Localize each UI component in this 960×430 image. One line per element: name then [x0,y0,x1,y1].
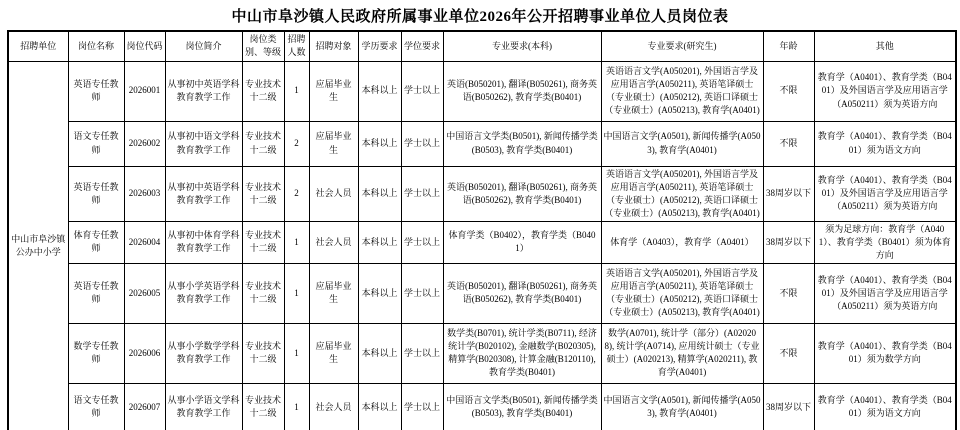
degree-cell: 学士以上 [401,263,443,323]
education-cell: 本科以上 [358,61,401,121]
education-cell: 本科以上 [358,221,401,263]
major-graduate-cell: 英语语言文学(A050201), 外国语言学及应用语言学(A050211), 英语笔译硕士（专业硕士）(A050212), 英语口译硕士（专业硕士）(A050213), 教育学(A0401) [601,263,763,323]
position-brief-cell: 从事小学数学学科教育教学工作 [165,323,242,383]
degree-cell: 学士以上 [401,221,443,263]
age-cell: 不限 [763,263,814,323]
major-graduate-cell: 英语语言文学(A050201), 外国语言学及应用语言学(A050211), 英语笔译硕士（专业硕士）(A050212), 英语口译硕士（专业硕士）(A050213), 教育学(A0401) [601,61,763,121]
column-header-target: 招聘对象 [309,31,358,61]
education-cell: 本科以上 [358,121,401,166]
education-cell: 本科以上 [358,263,401,323]
education-cell: 本科以上 [358,166,401,221]
position-name-cell: 英语专任教师 [68,61,124,121]
column-header-position-brief: 岗位简介 [165,31,242,61]
degree-cell: 学士以上 [401,61,443,121]
position-name-cell: 体育专任教师 [68,221,124,263]
job-positions-table [7,30,957,430]
column-header-major-bachelor: 专业要求(本科) [443,31,601,61]
other-cell: 教育学（A0401）、教育学类（B0401）须为语文方向 [814,383,956,430]
other-cell: 教育学（A0401）、教育学类（B0401）及外国语言学及应用语言学（A050211）须为英语方向 [814,61,956,121]
headcount-cell: 1 [284,383,309,430]
header-row [8,31,956,61]
degree-cell: 学士以上 [401,323,443,383]
column-header-category-level: 岗位类别、等级 [242,31,284,61]
degree-cell: 学士以上 [401,166,443,221]
headcount-cell: 1 [284,263,309,323]
category-level-cell: 专业技术十二级 [242,323,284,383]
category-level-cell: 专业技术十二级 [242,61,284,121]
headcount-cell: 2 [284,121,309,166]
target-cell: 社会人员 [309,383,358,430]
other-cell: 教育学（A0401）、教育学类（B0401）及外国语言学及应用语言学（A050211）须为英语方向 [814,263,956,323]
target-cell: 应届毕业生 [309,323,358,383]
position-name-cell: 英语专任教师 [68,263,124,323]
category-level-cell: 专业技术十二级 [242,221,284,263]
position-name-cell: 语文专任教师 [68,121,124,166]
major-bachelor-cell: 英语(B050201), 翻译(B050261), 商务英语(B050262), 教育学类(B0401) [443,61,601,121]
table-row [8,263,956,323]
column-header-degree: 学位要求 [401,31,443,61]
position-brief-cell: 从事初中体育学科教育教学工作 [165,221,242,263]
position-brief-cell: 从事初中英语学科教育教学工作 [165,61,242,121]
major-bachelor-cell: 数学类(B0701), 统计学类(B0711), 经济统计学(B020102), 金融数学(B020305), 精算学(B020308), 计算金融(B120110), 教育学类(B0401) [443,323,601,383]
headcount-cell: 1 [284,221,309,263]
position-brief-cell: 从事初中语文学科教育教学工作 [165,121,242,166]
table-row [8,383,956,430]
major-bachelor-cell: 英语(B050201), 翻译(B050261), 商务英语(B050262), 教育学类(B0401) [443,263,601,323]
position-code-cell: 2026004 [124,221,165,263]
headcount-cell: 1 [284,323,309,383]
table-row [8,61,956,121]
other-cell: 教育学（A0401）、教育学类（B0401）须为语文方向 [814,121,956,166]
recruiting-unit-cell: 中山市阜沙镇公办中小学 [8,61,68,430]
table-body [8,61,956,430]
age-cell: 不限 [763,323,814,383]
table-row [8,221,956,263]
headcount-cell: 1 [284,61,309,121]
target-cell: 应届毕业生 [309,121,358,166]
column-header-age: 年龄 [763,31,814,61]
position-code-cell: 2026002 [124,121,165,166]
position-name-cell: 语文专任教师 [68,383,124,430]
education-cell: 本科以上 [358,323,401,383]
education-cell: 本科以上 [358,383,401,430]
headcount-cell: 2 [284,166,309,221]
major-bachelor-cell: 中国语言文学类(B0501), 新闻传播学类(B0503), 教育学类(B0401) [443,121,601,166]
position-brief-cell: 从事小学英语学科教育教学工作 [165,263,242,323]
column-header-education: 学历要求 [358,31,401,61]
category-level-cell: 专业技术十二级 [242,166,284,221]
column-header-position-name: 岗位名称 [68,31,124,61]
major-graduate-cell: 英语语言文学(A050201), 外国语言学及应用语言学(A050211), 英语笔译硕士（专业硕士）(A050212), 英语口译硕士（专业硕士）(A050213), 教育学(A0401) [601,166,763,221]
column-header-major-graduate: 专业要求(研究生) [601,31,763,61]
position-name-cell: 数学专任教师 [68,323,124,383]
position-code-cell: 2026007 [124,383,165,430]
age-cell: 38周岁以下 [763,221,814,263]
age-cell: 不限 [763,121,814,166]
position-name-cell: 英语专任教师 [68,166,124,221]
target-cell: 社会人员 [309,166,358,221]
category-level-cell: 专业技术十二级 [242,383,284,430]
column-header-other: 其他 [814,31,956,61]
degree-cell: 学士以上 [401,383,443,430]
column-header-headcount: 招聘人数 [284,31,309,61]
other-cell: 教育学（A0401）、教育学类（B0401）及外国语言学及应用语言学（A050211）须为英语方向 [814,166,956,221]
table-row [8,121,956,166]
major-graduate-cell: 中国语言文学(A0501), 新闻传播学(A0503), 教育学(A0401) [601,383,763,430]
age-cell: 38周岁以下 [763,383,814,430]
column-header-recruiting-unit: 招聘单位 [8,31,68,61]
other-cell: 教育学（A0401）、教育学类（B0401）须为数学方向 [814,323,956,383]
table-header [8,31,956,61]
major-bachelor-cell: 中国语言文学类(B0501), 新闻传播学类(B0503), 教育学类(B0401) [443,383,601,430]
category-level-cell: 专业技术十二级 [242,121,284,166]
other-cell: 须为足球方向：教育学（A0401）、教育学类（B0401）须为体育方向 [814,221,956,263]
major-graduate-cell: 中国语言文学(A0501), 新闻传播学(A0503), 教育学(A0401) [601,121,763,166]
major-bachelor-cell: 体育学类（B0402），教育学类（B0401） [443,221,601,263]
page-title: 中山市阜沙镇人民政府所属事业单位2026年公开招聘事业单位人员岗位表 [231,9,729,25]
degree-cell: 学士以上 [401,121,443,166]
column-header-position-code: 岗位代码 [124,31,165,61]
target-cell: 应届毕业生 [309,263,358,323]
position-brief-cell: 从事小学语文学科教育教学工作 [165,383,242,430]
target-cell: 社会人员 [309,221,358,263]
position-code-cell: 2026003 [124,166,165,221]
age-cell: 不限 [763,61,814,121]
target-cell: 应届毕业生 [309,61,358,121]
position-brief-cell: 从事初中英语学科教育教学工作 [165,166,242,221]
major-graduate-cell: 数学(A0701), 统计学（部分）(A020208), 统计学(A0714), 应用统计硕士（专业硕士）(A020213), 精算学(A020211), 教育学(A0401) [601,323,763,383]
major-graduate-cell: 体育学（A0403），教育学（A0401） [601,221,763,263]
position-code-cell: 2026006 [124,323,165,383]
major-bachelor-cell: 英语(B050201), 翻译(B050261), 商务英语(B050262), 教育学类(B0401) [443,166,601,221]
position-code-cell: 2026005 [124,263,165,323]
table-row [8,323,956,383]
category-level-cell: 专业技术十二级 [242,263,284,323]
table-row [8,166,956,221]
age-cell: 38周岁以下 [763,166,814,221]
position-code-cell: 2026001 [124,61,165,121]
